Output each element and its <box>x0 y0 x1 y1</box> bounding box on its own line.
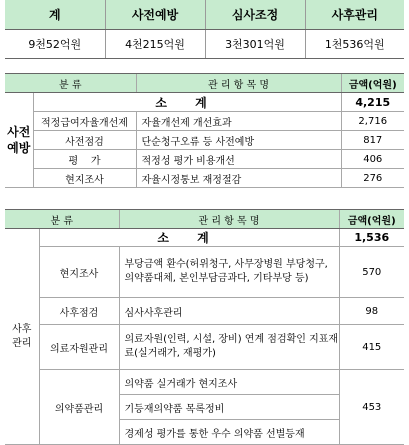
table-row <box>5 370 404 395</box>
row-category: 사전점검 <box>33 131 136 150</box>
prevention-table <box>5 73 404 188</box>
postmgmt-table <box>5 209 404 445</box>
row-item: 의료자원(인력, 시설, 장비) 연계 점검확인 지표재료(실거래가, 재평가) <box>119 325 339 370</box>
summary-value-total: 9천52억원 <box>5 30 105 59</box>
row-item: 부당금액 환수(허위청구, 사무장병원 부당청구, 의약품대체, 본인부담금과다, 기타부당 등) <box>119 247 339 298</box>
summary-value-row <box>5 30 404 59</box>
summary-header-review: 심사조정 <box>205 0 305 30</box>
row-item: 경제성 평가를 통한 우수 의약품 선별등재 <box>119 420 339 445</box>
row-amount: 415 <box>339 325 404 370</box>
row-category: 현지조사 <box>33 169 136 188</box>
row-item: 기등재의약품 목록정비 <box>119 395 339 420</box>
postmgmt-header-item: 관 리 항 목 명 <box>119 210 339 229</box>
prevention-header-amount: 금액(억원) <box>341 74 404 93</box>
table-row <box>5 150 404 169</box>
row-item: 자율개선제 개선효과 <box>136 112 341 131</box>
row-amount: 276 <box>341 169 404 188</box>
summary-value-prevention: 4천215억원 <box>105 30 205 59</box>
summary-value-review: 3천301억원 <box>205 30 305 59</box>
row-amount: 2,716 <box>341 112 404 131</box>
row-amount: 453 <box>339 370 404 445</box>
summary-header-prevention: 사전예방 <box>105 0 205 30</box>
prevention-subtotal-label: 소 계 <box>33 93 341 112</box>
table-row <box>5 112 404 131</box>
row-item: 심사사후관리 <box>119 298 339 325</box>
row-amount: 817 <box>341 131 404 150</box>
row-item: 자율시정통보 재정절감 <box>136 169 341 188</box>
row-amount: 570 <box>339 247 404 298</box>
postmgmt-side-label: 사후 관리 <box>5 229 39 445</box>
row-amount: 406 <box>341 150 404 169</box>
summary-header-postmgmt: 사후관리 <box>305 0 404 30</box>
table-row <box>5 247 404 298</box>
row-category: 적정급여자율개선제 <box>33 112 136 131</box>
table-row <box>5 169 404 188</box>
row-category: 평 가 <box>33 150 136 169</box>
table-row <box>5 325 404 370</box>
table-row <box>5 298 404 325</box>
row-item: 단순청구오류 등 사전예방 <box>136 131 341 150</box>
postmgmt-header-category: 분 류 <box>5 210 119 229</box>
prevention-subtotal-amount: 4,215 <box>341 93 404 112</box>
postmgmt-header-amount: 금액(억원) <box>339 210 404 229</box>
summary-value-postmgmt: 1천536억원 <box>305 30 404 59</box>
summary-header-row <box>5 0 404 30</box>
prevention-subtotal-row <box>5 93 404 112</box>
row-category: 현지조사 <box>39 247 119 298</box>
postmgmt-subtotal-label: 소 계 <box>39 229 339 247</box>
prevention-header-row <box>5 74 404 93</box>
postmgmt-subtotal-amount: 1,536 <box>339 229 404 247</box>
table-row <box>5 131 404 150</box>
postmgmt-subtotal-row <box>5 229 404 247</box>
prevention-side-label: 사전 예방 <box>5 93 33 188</box>
postmgmt-header-row <box>5 210 404 229</box>
summary-header-total: 계 <box>5 0 105 30</box>
row-amount: 98 <box>339 298 404 325</box>
prevention-header-item: 관 리 항 목 명 <box>136 74 341 93</box>
row-category: 의약품관리 <box>39 370 119 445</box>
summary-table <box>5 0 404 59</box>
row-item: 의약품 실거래가 현지조사 <box>119 370 339 395</box>
row-category: 사후점검 <box>39 298 119 325</box>
row-item: 적정성 평가 비용개선 <box>136 150 341 169</box>
row-category: 의료자원관리 <box>39 325 119 370</box>
prevention-header-category: 분 류 <box>5 74 136 93</box>
